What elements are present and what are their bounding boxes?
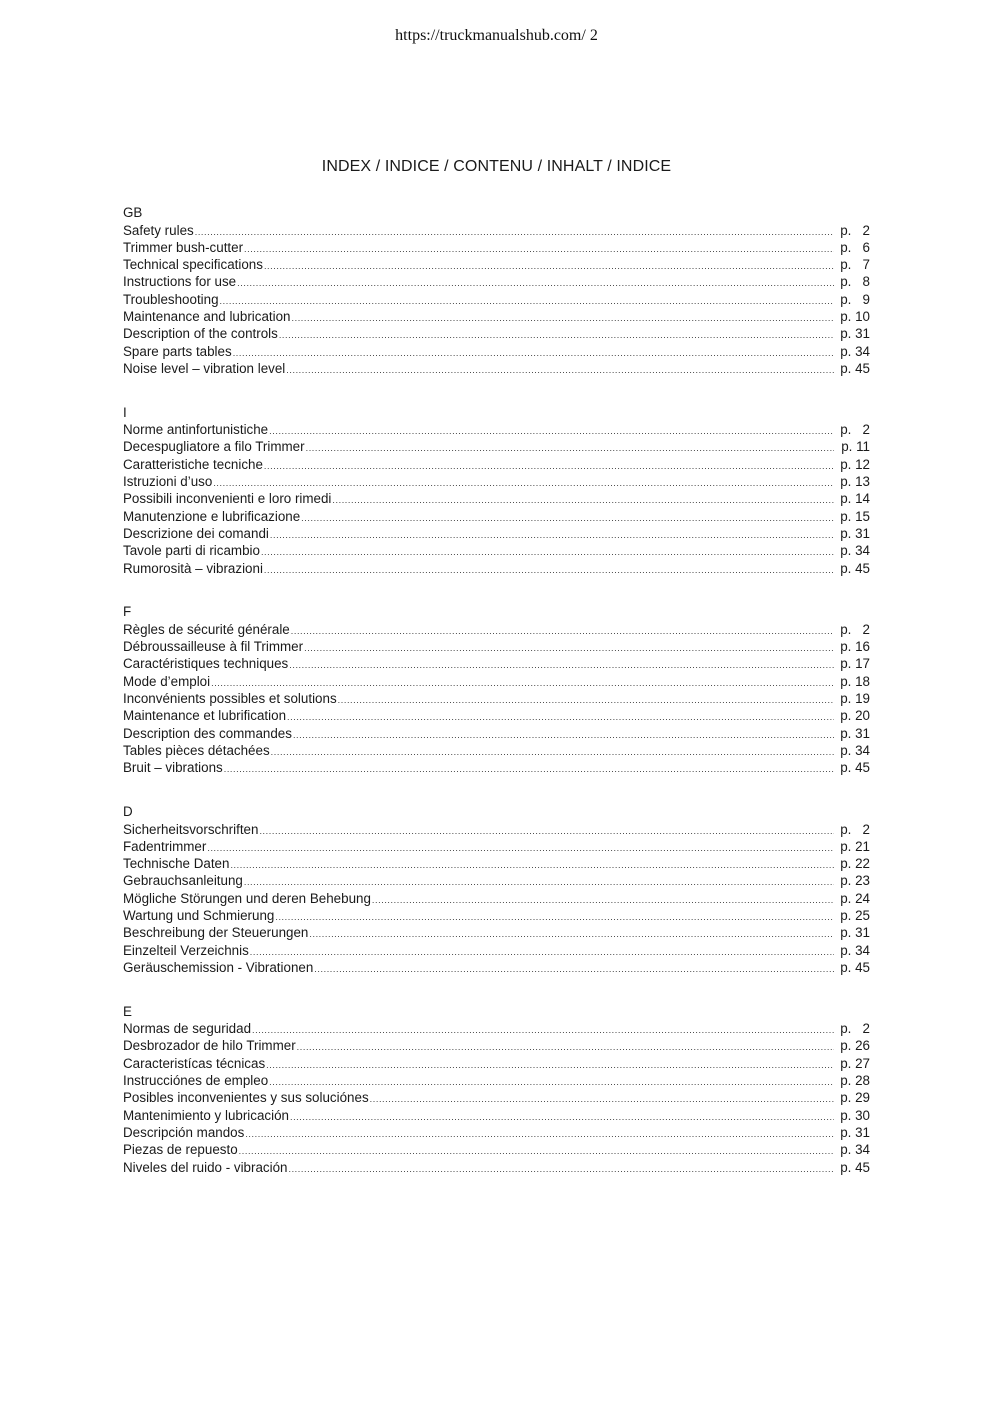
toc-entry-page: p. 45 [840,959,870,975]
toc-entry-label: Règles de sécurité générale [123,621,290,637]
toc-entry [123,759,870,776]
dot-leader [332,492,834,509]
toc-entry-label: Fadentrimmer [123,838,207,854]
toc-entry-page: p. 22 [840,856,870,872]
toc-entry [123,942,870,959]
toc-entry-page: p. 2 [840,422,870,438]
toc-entry [123,490,870,507]
toc-entry-page: p. 6 [840,239,870,255]
dot-leader [301,510,834,527]
toc-entry-page: p. 17 [840,656,870,672]
toc-entry-label: Niveles del ruido - vibración [123,1159,288,1175]
toc-entry [123,291,870,308]
dot-leader [245,1126,834,1143]
toc-entry [123,1072,870,1089]
toc-entry [123,924,870,941]
dot-leader [287,709,834,726]
dot-leader [207,840,834,857]
toc-entry-page: p. 34 [840,942,870,958]
section-language-heading: F [123,604,132,620]
toc-entry-label: Descrizione dei comandi [123,525,269,541]
toc-section [123,603,870,776]
toc-entry [123,273,870,290]
toc-section [123,404,870,577]
dot-leader [230,857,834,874]
toc-entry-label: Piezas de repuesto [123,1142,238,1158]
header-url: https://truckmanualshub.com/ 2 [395,27,598,44]
toc-entry-page: p. 45 [840,1159,870,1175]
dot-leader [266,1057,834,1074]
dot-leader [293,727,834,744]
dot-leader [220,293,834,310]
toc-entry-label: Mögliche Störungen und deren Behebung [123,890,371,906]
toc-entry [123,1020,870,1037]
toc-entry [123,473,870,490]
toc-entry [123,508,870,525]
toc-entry-page: p. 27 [840,1055,870,1071]
toc-entry-page: p. 2 [840,821,870,837]
toc-entry [123,655,870,672]
toc-entry-label: Technical specifications [123,257,263,273]
toc-entry-label: Possibili inconvenienti e loro rimedi [123,491,332,507]
toc-entry-label: Descripción mandos [123,1124,245,1140]
dot-leader [269,423,834,440]
toc-entry-page: p. 31 [840,525,870,541]
toc-entry-page: p. 26 [840,1038,870,1054]
toc-entry [123,421,870,438]
toc-entry-label: Bruit – vibrations [123,760,223,776]
toc-entry-label: Istruzioni d’uso [123,474,213,490]
toc-entry-page: p. 2 [840,222,870,238]
dot-leader [271,744,834,761]
toc-entry-label: Description des commandes [123,725,292,741]
toc-entry-page: p. 34 [840,543,870,559]
toc-section [123,204,870,377]
toc-entry-label: Caratteristiche tecniche [123,456,263,472]
toc-entry-page: p. 12 [840,456,870,472]
dot-leader [261,544,834,561]
dot-leader [291,623,834,640]
toc-entry-page: p. 7 [840,257,870,273]
toc-entry [123,1037,870,1054]
toc-entry [123,1141,870,1158]
toc-entry-page: p. 45 [840,560,870,576]
dot-leader [309,926,834,943]
toc-entry-label: Einzelteil Verzeichnis [123,942,249,958]
toc-entry-label: Instructions for use [123,274,237,290]
toc-entry [123,308,870,325]
toc-entry [123,907,870,924]
toc-entry-page: p. 25 [840,908,870,923]
toc-entry [123,256,870,273]
toc-entry-page: p. 45 [840,760,870,776]
dot-leader [279,327,834,344]
toc-entry-page: p. 31 [840,326,870,342]
dot-leader [224,761,834,778]
toc-entry-label: Mode d’emploi [123,673,211,689]
toc-entry-label: Inconvénients possibles et solutions [123,691,337,707]
dot-leader [264,562,834,579]
page-title: INDEX / INDICE / CONTENU / INHALT / INDICE [321,158,672,175]
toc-entry [123,707,870,724]
dot-leader [250,944,834,961]
toc-entry-label: Gebrauchsanleitung [123,873,243,889]
toc-entry-page: p. 28 [840,1073,870,1089]
toc-entry-page: p. 8 [840,274,870,290]
dot-leader [314,961,834,978]
dot-leader [275,909,834,926]
toc-section [123,803,870,976]
toc-entry-page: p. 30 [840,1107,870,1123]
dot-leader [239,1143,834,1160]
section-language-heading: E [123,1003,132,1019]
toc-entry [123,560,870,577]
toc-section [123,1003,870,1176]
toc-entry-label: Spare parts tables [123,343,232,359]
toc-entry-label: Wartung und Schmierung [123,908,275,923]
toc-entry [123,690,870,707]
toc-entry-page: p. 21 [840,838,870,854]
section-language-heading: I [123,404,127,420]
toc-entry [123,725,870,742]
toc-entry [123,838,870,855]
toc-entry-label: Decespugliatore a filo Trimmer [123,439,305,455]
toc-entry [123,621,870,638]
toc-entry-page: p. 20 [840,708,870,724]
dot-leader [286,362,834,379]
dot-leader [237,275,834,292]
toc-entry [123,673,870,690]
toc-entry-label: Posibles inconvenientes y sus soluciónes [123,1090,369,1106]
dot-leader [370,1091,834,1108]
toc-entry-label: Description of the controls [123,326,278,342]
toc-entry [123,855,870,872]
toc-entry [123,360,870,377]
dot-leader [252,1022,834,1039]
toc-entry-label: Sicherheitsvorschriften [123,821,259,837]
toc-entry-label: Débroussailleuse à fil Trimmer [123,639,304,655]
toc-entry [123,1055,870,1072]
toc-entry-label: Troubleshooting [123,291,219,307]
toc-entry [123,325,870,342]
toc-entry-page: p. 23 [840,873,870,889]
dot-leader [244,241,834,258]
toc-entry-page: p. 45 [840,360,870,376]
toc-entry-page: p. 13 [840,474,870,490]
toc-entry [123,959,870,976]
toc-entry [123,542,870,559]
toc-entry-label: Normas de seguridad [123,1021,252,1037]
toc-entry-label: Manutenzione e lubrificazione [123,508,301,524]
toc-entry-label: Technische Daten [123,856,230,872]
toc-entry-label: Mantenimiento y lubricación [123,1107,289,1123]
toc-entry-label: Desbrozador de hilo Trimmer [123,1038,296,1054]
dot-leader [270,527,834,544]
dot-leader [289,657,834,674]
dot-leader [372,892,834,909]
toc-entry-label: Caractéristiques techniques [123,656,289,672]
section-language-heading: D [123,804,133,820]
dot-leader [292,310,835,327]
toc-entry [123,1124,870,1141]
toc-entry [123,343,870,360]
toc-entry-page: p. 34 [840,1142,870,1158]
toc-entry [123,438,870,455]
toc-entry [123,638,870,655]
dot-leader [288,1161,834,1178]
toc-entry [123,456,870,473]
toc-entry-label: Rumorosità – vibrazioni [123,560,263,576]
toc-entry [123,1107,870,1124]
toc-entry-page: p. 31 [840,1124,870,1140]
dot-leader [290,1109,834,1126]
toc-entry-page: p. 9 [840,291,870,307]
toc-entry [123,1159,870,1176]
dot-leader [338,692,834,709]
dot-leader [195,224,834,241]
toc-entry-label: Tables pièces détachées [123,742,270,758]
toc-entry [123,239,870,256]
toc-entry-label: Maintenance et lubrification [123,708,287,724]
toc-entry-page: p. 34 [840,742,870,758]
toc-entry [123,821,870,838]
toc-entry [123,1089,870,1106]
toc-entry-page: p. 14 [840,491,870,507]
toc-entry [123,872,870,889]
toc-entry-label: Instrucciónes de empleo [123,1073,269,1089]
toc-entry-page: p. 15 [840,508,870,524]
dot-leader [264,458,834,475]
section-language-heading: GB [123,205,143,220]
toc-entry [123,742,870,759]
toc-entry-label: Geräuschemission - Vibrationen [123,959,314,975]
dot-leader [297,1039,834,1056]
table-of-contents [123,204,870,1202]
toc-entry-label: Beschreibung der Steuerungen [123,925,309,941]
toc-entry-label: Trimmer bush-cutter [123,239,244,255]
toc-entry-label: Safety rules [123,222,194,238]
toc-entry-label: Norme antinfortunistiche [123,422,269,438]
toc-entry [123,525,870,542]
toc-entry-page: p. 16 [840,639,870,655]
dot-leader [264,258,834,275]
toc-entry-label: Caracteristícas técnicas [123,1055,266,1071]
dot-leader [304,640,834,657]
toc-entry-page: p. 18 [840,673,870,689]
toc-entry [123,222,870,239]
toc-entry-label: Noise level – vibration level [123,360,286,376]
toc-entry-page: p. 24 [840,890,870,906]
toc-entry-page: p. 19 [840,691,870,707]
toc-entry-page: p. 10 [840,308,870,324]
dot-leader [233,345,834,362]
toc-entry-page: p. 2 [840,1021,870,1037]
dot-leader [259,823,834,840]
toc-entry-page: p. 31 [840,725,870,741]
toc-entry-page: p. 2 [840,621,870,637]
toc-entry-label: Tavole parti di ricambio [123,543,260,559]
toc-entry [123,890,870,907]
toc-entry-page: p. 34 [840,343,870,359]
toc-entry-page: p. 11 [841,439,870,455]
toc-entry-page: p. 31 [840,925,870,941]
toc-entry-label: Maintenance and lubrication [123,308,291,324]
toc-entry-page: p. 29 [840,1090,870,1106]
dot-leader [306,440,834,457]
